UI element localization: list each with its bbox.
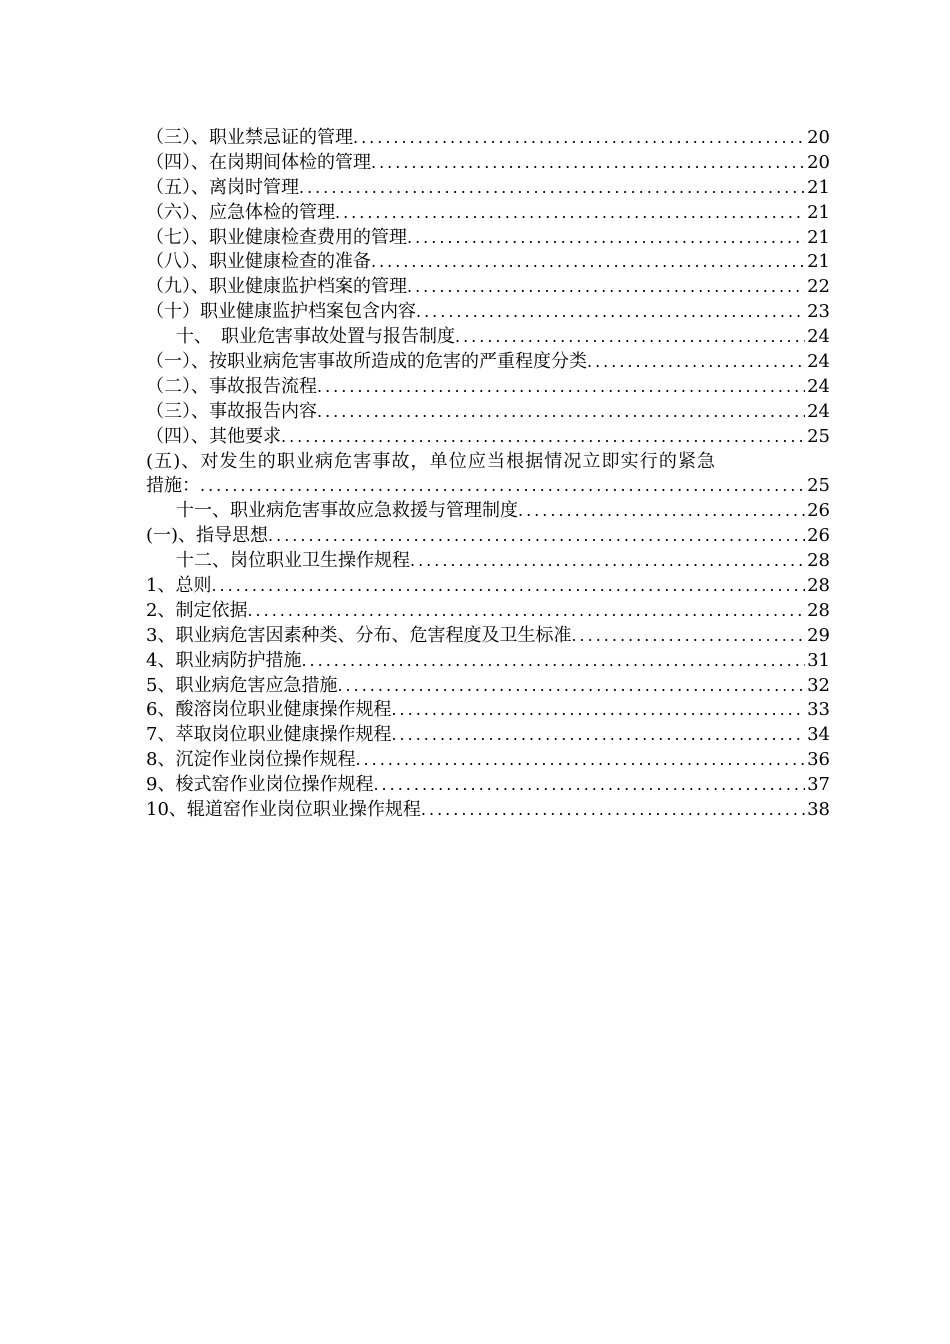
toc-leader-dots <box>337 674 805 699</box>
toc-entry-page: 21 <box>807 251 830 273</box>
toc-leader-dots <box>317 375 805 400</box>
toc-entry-label: 1、总则 <box>146 575 212 597</box>
toc-leader-dots <box>391 698 805 723</box>
toc-entry-label: 3、职业病危害因素种类、分布、危害程度及卫生标准 <box>146 624 572 646</box>
toc-entry[interactable] <box>146 275 830 300</box>
toc-entry-page: 25 <box>807 425 830 447</box>
toc-leader-dots <box>268 524 805 549</box>
toc-entry-page: 31 <box>807 649 830 671</box>
toc-entry-label: 2、制定依据 <box>146 599 248 621</box>
toc-entry-label: （九）、职业健康监护档案的管理 <box>146 276 407 298</box>
toc-entry-page: 24 <box>807 400 830 422</box>
toc-entry-label: (一)、指导思想 <box>146 525 269 547</box>
toc-leader-dots <box>587 350 805 375</box>
toc-leader-dots <box>371 151 805 176</box>
toc-leader-dots <box>200 474 805 499</box>
toc-entry-label: 10、辊道窑作业岗位职业操作规程 <box>146 799 421 821</box>
toc-leader-dots <box>416 300 805 325</box>
toc-entry-label: 7、萃取岗位职业健康操作规程 <box>146 724 392 746</box>
toc-entry-label: （四）、其他要求 <box>146 425 281 447</box>
toc-leader-dots <box>407 275 805 300</box>
toc-entry-label: （二）、事故报告流程 <box>146 375 317 397</box>
toc-entry-page: 34 <box>807 724 830 746</box>
toc-leader-dots <box>335 201 805 226</box>
toc-entry-label: 4、职业病防护措施 <box>146 649 302 671</box>
toc-entry-label: （八）、职业健康检查的准备 <box>146 251 371 273</box>
toc-entry[interactable] <box>146 649 830 674</box>
toc-entry[interactable] <box>146 400 830 425</box>
toc-entry-page: 21 <box>807 226 830 248</box>
toc-entry-page: 28 <box>807 575 830 597</box>
toc-entry-page: 26 <box>807 500 830 522</box>
toc-leader-dots <box>371 250 805 275</box>
toc-entry-label: 十、 职业危害事故处置与报告制度 <box>176 326 455 348</box>
toc-entry-label: 8、沉淀作业岗位操作规程 <box>146 749 356 771</box>
toc-entry[interactable] <box>146 250 830 275</box>
toc-entry[interactable] <box>146 375 830 400</box>
toc-entry[interactable] <box>146 151 830 176</box>
toc-entry[interactable] <box>146 201 830 226</box>
toc-entry[interactable] <box>146 574 830 599</box>
toc-entry-label: (五)、对发生的职业病危害事故，单位应当根据情况立即实行的紧急 <box>146 450 717 472</box>
toc-entry-label: （一）、按职业病危害事故所造成的危害的严重程度分类 <box>146 351 587 373</box>
toc-entry[interactable] <box>146 674 830 699</box>
toc-entry-page: 38 <box>807 799 830 821</box>
toc-entry-page: 24 <box>807 326 830 348</box>
toc-leader-dots <box>247 599 805 624</box>
toc-leader-dots <box>299 176 805 201</box>
toc-entry[interactable] <box>146 176 830 201</box>
toc-leader-dots <box>355 748 805 773</box>
toc-entry[interactable] <box>146 624 830 649</box>
toc-entry-page: 36 <box>807 749 830 771</box>
toc-entry[interactable] <box>146 748 830 773</box>
toc-entry-label: （七）、职业健康检查费用的管理 <box>146 226 407 248</box>
toc-entry-page: 26 <box>807 525 830 547</box>
toc-entry-page: 28 <box>807 599 830 621</box>
toc-entry-line1[interactable] <box>146 450 830 475</box>
toc-entry-page: 24 <box>807 351 830 373</box>
toc-entry[interactable] <box>146 798 830 823</box>
table-of-contents <box>146 126 830 823</box>
toc-entry-label: （五）、离岗时管理 <box>146 176 299 198</box>
toc-entry-label: 措施： <box>146 475 200 497</box>
toc-entry-label: （六）、应急体检的管理 <box>146 201 335 223</box>
toc-leader-dots <box>281 425 805 450</box>
toc-entry-page: 25 <box>807 475 830 497</box>
toc-entry-page: 28 <box>807 550 830 572</box>
toc-leader-dots <box>571 624 805 649</box>
toc-leader-dots <box>317 400 805 425</box>
toc-entry-label: （四）、在岗期间体检的管理 <box>146 151 371 173</box>
toc-entry-page: 23 <box>807 301 830 323</box>
toc-leader-dots <box>211 574 805 599</box>
toc-leader-dots <box>410 549 805 574</box>
toc-entry[interactable] <box>146 350 830 375</box>
toc-leader-dots <box>301 649 805 674</box>
toc-leader-dots <box>455 325 805 350</box>
toc-entry-page: 21 <box>807 176 830 198</box>
toc-entry-page: 21 <box>807 201 830 223</box>
toc-entry-label: （三）、职业禁忌证的管理 <box>146 127 353 148</box>
toc-entry[interactable] <box>146 549 830 574</box>
toc-entry-label: 6、酸溶岗位职业健康操作规程 <box>146 699 392 721</box>
toc-leader-dots <box>407 226 805 251</box>
toc-entry[interactable] <box>146 499 830 524</box>
toc-entry-page: 33 <box>807 699 830 721</box>
toc-leader-dots <box>373 773 805 798</box>
toc-entry-page: 24 <box>807 375 830 397</box>
toc-entry-page: 22 <box>807 276 830 298</box>
toc-entry[interactable] <box>146 300 830 325</box>
toc-entry[interactable] <box>146 599 830 624</box>
toc-entry[interactable] <box>146 474 830 499</box>
toc-entry[interactable] <box>146 325 830 350</box>
toc-entry-page: 20 <box>807 127 830 148</box>
toc-entry[interactable] <box>146 126 830 151</box>
toc-entry[interactable] <box>146 698 830 723</box>
toc-entry-label: 5、职业病危害应急措施 <box>146 674 338 696</box>
toc-entry[interactable] <box>146 524 830 549</box>
toc-leader-dots <box>421 798 805 823</box>
toc-entry-label: 十一、职业病危害事故应急救援与管理制度 <box>176 500 518 522</box>
toc-entry-label: 十二、岗位职业卫生操作规程 <box>176 550 410 572</box>
toc-entry-page: 32 <box>807 674 830 696</box>
toc-entry-page: 20 <box>807 151 830 173</box>
toc-leader-dots <box>353 126 805 151</box>
toc-entry[interactable] <box>146 723 830 748</box>
toc-leader-dots <box>391 723 805 748</box>
toc-entry-page: 29 <box>807 624 830 646</box>
toc-entry-page: 37 <box>807 774 830 796</box>
toc-entry-label: （三）、事故报告内容 <box>146 400 317 422</box>
toc-leader-dots <box>518 499 805 524</box>
toc-entry-label: 9、梭式窑作业岗位操作规程 <box>146 774 374 796</box>
toc-entry-label: （十）职业健康监护档案包含内容 <box>146 301 416 323</box>
toc-entry[interactable] <box>146 773 830 798</box>
toc-entry[interactable] <box>146 226 830 251</box>
toc-entry[interactable] <box>146 425 830 450</box>
